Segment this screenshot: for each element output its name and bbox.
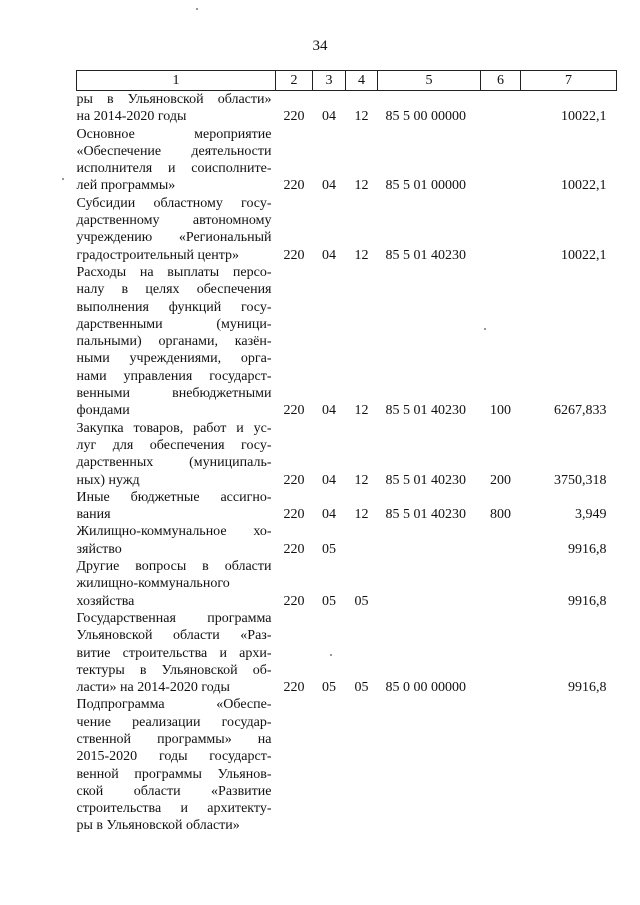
row-name-line: зяйство xyxy=(76,541,122,557)
row-amount: 6267,833 xyxy=(554,403,607,419)
row-ministry-code: 220 xyxy=(283,680,305,696)
row-name xyxy=(77,489,276,524)
row-name-line: ных) нужд xyxy=(76,472,140,488)
row-expense-type xyxy=(481,610,521,696)
table-body xyxy=(77,91,617,835)
row-name-line: «Обеспечение деятельности xyxy=(76,143,272,159)
row-section-code: 04 xyxy=(322,472,336,488)
row-amount: 10022,1 xyxy=(561,247,607,263)
table-row xyxy=(77,264,617,420)
row-amount: 3750,318 xyxy=(554,472,607,488)
row-section-code: 05 xyxy=(322,680,336,696)
row-subsection-code: 12 xyxy=(354,109,369,125)
row-target-code: 85 5 01 00000 xyxy=(385,178,466,194)
row-name-line: Закупка товаров, работ и ус- xyxy=(76,420,272,436)
row-expense-type: 200 xyxy=(490,472,511,488)
row-name xyxy=(77,126,276,195)
table-row xyxy=(77,489,617,524)
row-subsection-code: 12 xyxy=(354,507,369,523)
row-name-line: выполнения функций госу- xyxy=(76,299,272,315)
row-expense-type: 800 xyxy=(490,507,511,523)
row-subsection-code xyxy=(346,523,378,558)
row-name-line: налу в целях обеспечения xyxy=(76,282,272,298)
table-row xyxy=(77,696,617,834)
row-name-line: Расходы на выплаты персо- xyxy=(76,264,272,280)
row-name-line: фондами xyxy=(76,403,130,419)
row-name-line: ласти» на 2014-2020 годы xyxy=(76,680,230,696)
row-ministry-code: 220 xyxy=(283,247,305,263)
row-name-line: венной программы Ульянов- xyxy=(76,766,272,782)
table-row xyxy=(77,558,617,610)
row-name xyxy=(77,696,276,834)
row-target-code xyxy=(378,696,481,834)
row-section-code: 04 xyxy=(322,178,336,194)
row-target-code: 85 0 00 00000 xyxy=(385,680,466,696)
budget-table xyxy=(76,70,617,835)
row-name-line: дарственному автономному xyxy=(76,213,272,229)
row-name-line: жилищно-коммунального xyxy=(76,576,230,592)
row-name-line: строительства и архитекту- xyxy=(76,801,272,817)
row-subsection-code: 05 xyxy=(354,680,369,696)
row-amount: 3,949 xyxy=(575,507,607,523)
row-name-line: чение реализации государ- xyxy=(76,714,272,730)
table-row xyxy=(77,610,617,696)
row-section-code: 04 xyxy=(322,507,336,523)
row-name-line: Иные бюджетные ассигно- xyxy=(76,489,272,505)
row-ministry-code: 220 xyxy=(283,507,305,523)
row-target-code: 85 5 01 40230 xyxy=(385,472,466,488)
table-row xyxy=(77,91,617,126)
row-name xyxy=(77,610,276,696)
row-name-line: учреждению «Региональный xyxy=(76,230,272,246)
table-row xyxy=(77,195,617,264)
row-name-line: Жилищно-коммунальное хо- xyxy=(76,524,272,540)
row-amount: 9916,8 xyxy=(568,541,607,557)
row-expense-type xyxy=(481,696,521,834)
row-subsection-code xyxy=(346,696,378,834)
table-row xyxy=(77,420,617,489)
row-section-code xyxy=(313,696,346,834)
row-name-line: ры в Ульяновской области» xyxy=(76,818,240,834)
row-expense-type xyxy=(481,558,521,610)
scan-speck xyxy=(330,654,332,656)
row-ministry-code: 220 xyxy=(283,403,305,419)
row-name xyxy=(77,264,276,420)
row-target-code xyxy=(378,558,481,610)
row-name-line: Основное мероприятие xyxy=(76,126,272,142)
row-name-line: ными учреждениями, орга- xyxy=(76,351,272,367)
row-expense-type: 100 xyxy=(490,403,511,419)
row-name xyxy=(77,420,276,489)
row-ministry-code: 220 xyxy=(283,178,305,194)
row-subsection-code: 12 xyxy=(354,403,369,419)
row-section-code: 04 xyxy=(322,403,336,419)
header-col-5: 5 xyxy=(378,71,481,91)
table-header-row xyxy=(77,71,617,91)
row-name-line: венными внебюджетными xyxy=(76,386,272,402)
row-amount: 10022,1 xyxy=(561,178,607,194)
scan-speck xyxy=(62,178,64,180)
row-name-line: витие строительства и архи- xyxy=(76,645,272,661)
header-col-1: 1 xyxy=(77,71,276,91)
row-subsection-code: 05 xyxy=(354,593,369,609)
row-ministry-code: 220 xyxy=(283,541,305,557)
row-ministry-code: 220 xyxy=(283,109,305,125)
table-row xyxy=(77,126,617,195)
row-name-line: вания xyxy=(76,507,111,523)
row-expense-type xyxy=(481,126,521,195)
scan-speck xyxy=(196,8,198,10)
row-name-line: Подпрограмма «Обеспе- xyxy=(76,697,272,713)
header-col-3: 3 xyxy=(313,71,346,91)
row-name-line: хозяйства xyxy=(76,593,135,609)
row-name xyxy=(77,523,276,558)
row-name-line: Субсидии областному госу- xyxy=(76,195,272,211)
row-name-line: Ульяновской области «Раз- xyxy=(76,628,272,644)
row-subsection-code: 12 xyxy=(354,178,369,194)
row-ministry-code: 220 xyxy=(283,593,305,609)
row-section-code: 05 xyxy=(322,541,336,557)
row-target-code: 85 5 00 00000 xyxy=(385,109,466,125)
row-expense-type xyxy=(481,91,521,126)
row-name-line: ственной программы» на xyxy=(76,731,272,747)
row-amount xyxy=(521,696,617,834)
page-number: 34 xyxy=(312,38,328,54)
header-col-4: 4 xyxy=(346,71,378,91)
row-target-code: 85 5 01 40230 xyxy=(385,403,466,419)
row-name xyxy=(77,91,276,126)
row-section-code: 04 xyxy=(322,109,336,125)
row-section-code: 05 xyxy=(322,593,336,609)
row-subsection-code: 12 xyxy=(354,247,369,263)
row-name-line: лей программы» xyxy=(76,178,176,194)
row-ministry-code: 220 xyxy=(283,472,305,488)
row-name-line: градостроительный центр» xyxy=(76,247,240,263)
row-name-line: пальными) органами, казён- xyxy=(76,334,272,350)
row-name-line: луг для обеспечения госу- xyxy=(76,437,272,453)
row-expense-type xyxy=(481,195,521,264)
row-name-line: исполнителя и соисполните- xyxy=(76,161,272,177)
row-expense-type xyxy=(481,523,521,558)
row-target-code: 85 5 01 40230 xyxy=(385,247,466,263)
row-name-line: дарственных (муниципаль- xyxy=(76,455,272,471)
row-name xyxy=(77,195,276,264)
row-name-line: нами управления государст- xyxy=(76,368,272,384)
row-target-code: 85 5 01 40230 xyxy=(385,507,466,523)
table-row xyxy=(77,523,617,558)
row-amount: 9916,8 xyxy=(568,680,607,696)
row-name-line: тектуры в Ульяновской об- xyxy=(76,662,272,678)
row-name-line: ской области «Развитие xyxy=(76,783,272,799)
row-name-line: Государственная программа xyxy=(76,610,272,626)
row-amount: 10022,1 xyxy=(561,109,607,125)
header-col-7: 7 xyxy=(521,71,617,91)
row-section-code: 04 xyxy=(322,247,336,263)
row-name-line: ры в Ульяновской области» xyxy=(76,92,272,107)
scan-speck xyxy=(484,328,486,330)
row-subsection-code: 12 xyxy=(354,472,369,488)
row-ministry-code xyxy=(276,696,313,834)
row-name xyxy=(77,558,276,610)
row-amount: 9916,8 xyxy=(568,593,607,609)
row-name-line: дарственными (муници- xyxy=(76,316,272,332)
row-target-code xyxy=(378,523,481,558)
row-name-line: на 2014-2020 годы xyxy=(76,109,187,125)
row-name-line: 2015-2020 годы государст- xyxy=(76,749,272,765)
header-col-6: 6 xyxy=(481,71,521,91)
row-name-line: Другие вопросы в области xyxy=(76,559,272,575)
header-col-2: 2 xyxy=(276,71,313,91)
